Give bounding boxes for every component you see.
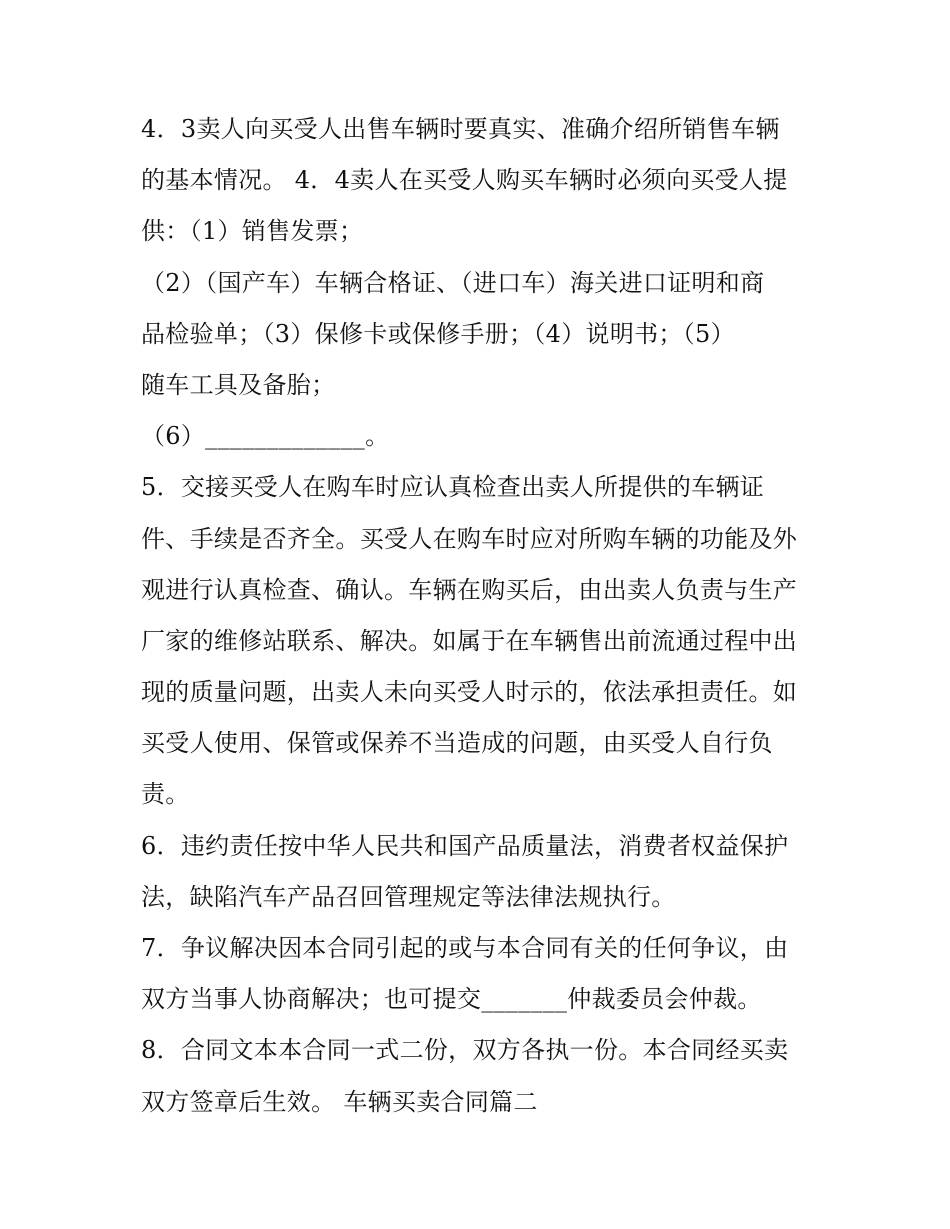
text-line: 法，缺陷汽车产品召回管理规定等法律法规执行。 [141, 882, 676, 911]
text-line: 随车工具及备胎； [141, 370, 336, 399]
text-line: 现的质量问题，出卖人未向买受人时示的，依法承担责任。如 [141, 678, 798, 707]
text-line: 7．争议解决因本合同引起的或与本合同有关的任何争议，由 [141, 934, 789, 962]
text-line: （6）_____________。 [141, 422, 390, 451]
text-line: （2）（国产车）车辆合格证、（进口车）海关进口证明和商 [141, 268, 765, 297]
text-line: 观进行认真检查、确认。车辆在购买后，由出卖人负责与生产 [141, 575, 798, 604]
text-line: 双方签章后生效。 车辆买卖合同篇二 [141, 1087, 538, 1116]
text-line: 8．合同文本本合同一式二份，双方各执一份。本合同经买卖 [141, 1036, 789, 1065]
text-line: 供：（1）销售发票； [141, 217, 364, 246]
text-line: 件、手续是否齐全。买受人在购车时应对所购车辆的功能及外 [141, 524, 798, 553]
text-line: 的基本情况。 4．4卖人在买受人购买车辆时必须向买受人提 [141, 166, 788, 195]
text-line: 双方当事人协商解决；也可提交_______仲裁委员会仲裁。 [141, 985, 762, 1014]
text-line: 责。 [141, 780, 190, 809]
text-line: 买受人使用、保管或保养不当造成的问题，由买受人自行负 [141, 729, 773, 758]
text-line: 6．违约责任按中华人民共和国产品质量法，消费者权益保护 [141, 831, 789, 860]
text-line: 品检验单；（3）保修卡或保修手册；（4）说明书；（5） [141, 319, 735, 348]
text-line: 4．3卖人向买受人出售车辆时要真实、准确介绍所销售车辆 [141, 115, 780, 143]
document-body [141, 104, 821, 1128]
text-line: 厂家的维修站联系、解决。如属于在车辆售出前流通过程中出 [141, 626, 798, 655]
text-line: 5．交接买受人在购车时应认真检查出卖人所提供的车辆证 [141, 473, 765, 502]
